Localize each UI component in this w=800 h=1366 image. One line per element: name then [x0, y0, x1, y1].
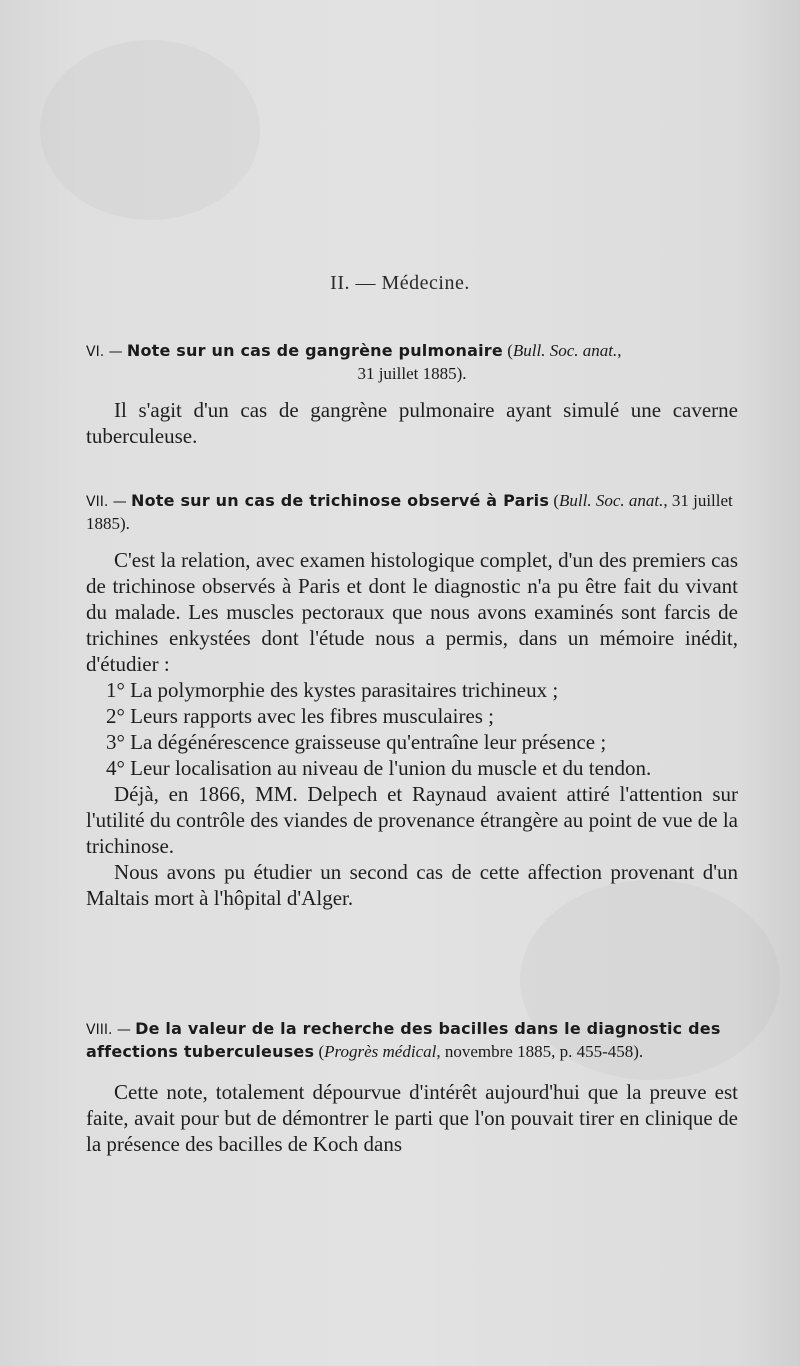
entry-date: 31 juillet 1885). — [86, 491, 733, 533]
entry-vii — [86, 490, 738, 911]
source-tail: , — [663, 491, 668, 510]
source-open: ( — [553, 491, 559, 510]
paper-stain — [40, 40, 260, 220]
entry-heading — [86, 490, 738, 535]
source-open: ( — [318, 1042, 325, 1061]
section-heading: II. — Médecine. — [330, 272, 470, 294]
entry-number: VII. — — [86, 494, 127, 510]
entry-body — [86, 1079, 738, 1157]
list-item: 2° Leurs rapports avec les fibres musculaires ; — [106, 704, 495, 728]
source-open: ( — [507, 341, 513, 360]
entry-source: Bull. Soc. anat. — [558, 491, 664, 510]
numbered-list — [86, 677, 738, 781]
entry-pages: p. 455-458). — [559, 1042, 644, 1061]
source-tail: , — [617, 341, 622, 360]
entry-viii — [86, 1018, 738, 1157]
entry-vi — [86, 340, 738, 449]
entry-title: De la valeur de la recherche des bacilles dans le diagnostic des affections tuberculeuses — [86, 1019, 721, 1061]
entry-heading — [86, 1018, 738, 1063]
paragraph: Cette note, totalement dépourvue d'intérêt aujourd'hui que la preuve est faite, avait pour but de démontrer le parti que l'on pouvait tirer en clinique de la présence des bacilles de Koch dans — [86, 1080, 738, 1156]
entry-title: Note sur un cas de trichinose observé à Paris — [131, 491, 550, 510]
paragraph: Il s'agit d'un cas de gangrène pulmonaire ayant simulé une caverne tuberculeuse. — [86, 398, 738, 448]
paragraph: C'est la relation, avec examen histologique complet, d'un des premiers cas de trichinose observés à Paris et dont le diagnostic n'a pu être fait du vivant du malade. Les muscles pectoraux que nous avons examinés sont farcis de trichines enkystées dont l'étude nous a permis, dans un mémoire inédit, d'étudier : — [86, 548, 738, 676]
list-item: 1° La polymorphie des kystes parasitaires trichineux ; — [106, 678, 559, 702]
entry-number: VI. — — [86, 344, 123, 360]
paragraph: Déjà, en 1866, MM. Delpech et Raynaud avaient attiré l'attention sur l'utilité du contrôle des viandes de provenance étrangère au point de vue de la trichinose. — [86, 782, 738, 858]
entry-body — [86, 547, 738, 911]
entry-body — [86, 397, 738, 449]
list-item: 3° La dégénérescence graisseuse qu'entraîne leur présence ; — [106, 730, 607, 754]
entry-number: VIII. — — [86, 1022, 131, 1038]
entry-date: 31 juillet 1885). — [357, 364, 467, 383]
entry-heading — [86, 340, 738, 385]
entry-source: Progrès médical — [324, 1042, 437, 1061]
paragraph: Nous avons pu étudier un second cas de cette affection provenant d'un Maltais mort à l'hôpital d'Alger. — [86, 860, 738, 910]
source-tail: , novembre 1885, — [436, 1042, 556, 1061]
list-item: 4° Leur localisation au niveau de l'union du muscle et du tendon. — [106, 756, 652, 780]
entry-source: Bull. Soc. anat. — [512, 341, 618, 360]
entry-title: Note sur un cas de gangrène pulmonaire — [126, 341, 503, 360]
